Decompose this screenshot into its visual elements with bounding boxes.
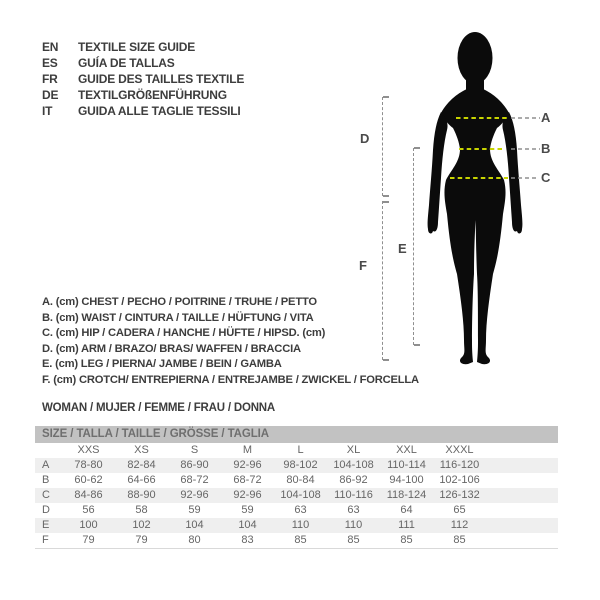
filler-cell	[486, 443, 558, 458]
measure-label-chest: A	[541, 110, 551, 125]
table-cell: 84-86	[74, 489, 103, 501]
table-cell: 92-96	[180, 489, 209, 501]
corner-cell	[35, 443, 62, 458]
measure-label-waist: B	[541, 141, 551, 156]
table-cell: 60-62	[74, 474, 103, 486]
table-row-hip	[35, 488, 558, 503]
table-cell: 78-80	[74, 459, 103, 471]
table-row-chest	[35, 458, 558, 473]
col-header: M	[242, 444, 253, 456]
col-header: S	[190, 444, 199, 456]
arm-line-top-tick	[383, 96, 389, 98]
lang-code: EN	[42, 40, 59, 54]
table-cell: 104	[238, 519, 257, 531]
table-cell: 68-72	[233, 474, 262, 486]
lang-title: TEXTILE SIZE GUIDE	[78, 40, 196, 54]
crotch-line-top-tick	[383, 201, 389, 203]
filler-cell	[486, 473, 558, 488]
legend-item-chest: A. (cm) CHEST / PECHO / POITRINE / TRUHE / PETTO	[42, 296, 317, 308]
table-cell: 64	[400, 504, 413, 516]
lang-row-es	[42, 55, 244, 71]
table-cell: 111	[398, 519, 415, 531]
col-header: XS	[134, 444, 149, 456]
lang-row-en	[42, 39, 244, 55]
table-cell: 85	[400, 534, 413, 546]
table-row-crotch	[35, 533, 558, 549]
filler-cell	[486, 533, 558, 548]
legend-item-crotch: F. (cm) CROTCH/ ENTREPIERNA / ENTREJAMBE / ZWICKEL / FORCELLA	[42, 373, 419, 386]
arm-line-bottom-tick	[383, 195, 389, 197]
lang-code: ES	[42, 56, 58, 70]
lang-code: FR	[42, 72, 58, 86]
filler-cell	[486, 488, 558, 503]
lang-title: TEXTILGRÖßENFÜHRUNG	[78, 88, 227, 102]
lang-title: GUIDE DES TAILLES TEXTILE	[78, 72, 245, 86]
table-cell: 116-120	[439, 459, 480, 471]
table-cell: 92-96	[233, 459, 262, 471]
measure-label-leg: E	[398, 241, 407, 256]
table-cell: 80	[188, 534, 201, 546]
table-cell: 110-116	[334, 489, 373, 501]
legend-item-arm: D. (cm) ARM / BRAZO/ BRAS/ WAFFEN / BRACCIA	[42, 342, 301, 355]
table-cell: 126-132	[439, 489, 480, 501]
table-cell: 104-108	[280, 489, 321, 501]
table-cell: 79	[82, 534, 95, 546]
table-cell: 102	[132, 519, 151, 531]
table-cell: 58	[135, 504, 148, 516]
category-woman-line: WOMAN / MUJER / FEMME / FRAU / DONNA	[42, 402, 276, 414]
table-cell: 104-108	[333, 459, 374, 471]
lang-row-de	[42, 87, 244, 103]
lang-title: GUÍA DE TALLAS	[78, 56, 175, 70]
measure-label-arm: D	[360, 131, 370, 146]
measure-label-hip: C	[541, 170, 551, 185]
silhouette-shapes	[428, 32, 523, 364]
col-header: XXXL	[445, 444, 474, 456]
table-cell: 88-90	[127, 489, 156, 501]
table-cell: 104	[185, 519, 204, 531]
leg-line-top-tick	[414, 147, 420, 149]
lang-code: DE	[42, 88, 59, 102]
table-cell: 94-100	[389, 474, 424, 486]
size-table	[35, 426, 558, 549]
lang-row-fr	[42, 71, 244, 87]
table-cell: 80-84	[286, 474, 315, 486]
row-label: C	[42, 489, 50, 501]
table-cell: 63	[294, 504, 307, 516]
measurement-legend	[42, 295, 419, 388]
table-cell: 100	[79, 519, 98, 531]
table-cell: 82-84	[127, 459, 156, 471]
table-cell: 110	[344, 519, 363, 531]
table-row-leg	[35, 518, 558, 533]
table-cell: 59	[241, 504, 254, 516]
table-cell: 85	[294, 534, 307, 546]
language-title-list	[42, 39, 244, 119]
lang-code: IT	[42, 104, 53, 118]
left-arm-shape	[428, 112, 448, 233]
filler-cell	[486, 503, 558, 518]
size-column-header-row	[35, 443, 558, 458]
right-arm-shape	[502, 112, 522, 233]
row-label: A	[42, 459, 50, 471]
table-cell: 86-92	[339, 474, 368, 486]
legend-item-hip: C. (cm) HIP / CADERA / HANCHE / HÜFTE / HIPSD. (cm)	[42, 327, 326, 339]
lang-title: GUIDA ALLE TAGLIE TESSILI	[78, 104, 241, 118]
row-label: F	[42, 534, 49, 546]
table-cell: 79	[135, 534, 148, 546]
table-cell: 112	[450, 519, 469, 531]
measure-label-crotch: F	[359, 258, 367, 273]
row-label: B	[42, 474, 50, 486]
table-cell: 68-72	[180, 474, 209, 486]
table-cell: 110-114	[387, 459, 426, 471]
col-header: XXL	[396, 444, 417, 456]
table-cell: 86-90	[180, 459, 209, 471]
row-label: D	[42, 504, 50, 516]
table-cell: 85	[453, 534, 466, 546]
table-cell: 98-102	[283, 459, 318, 471]
table-cell: 56	[82, 504, 95, 516]
table-row-arm	[35, 503, 558, 518]
table-cell: 83	[241, 534, 254, 546]
col-header: L	[297, 444, 304, 456]
filler-cell	[486, 458, 558, 473]
row-label: E	[42, 519, 50, 531]
filler-cell	[486, 518, 558, 533]
arm-measure-line	[382, 97, 383, 196]
col-header: XXS	[77, 444, 100, 456]
table-cell: 85	[347, 534, 360, 546]
size-table-header-band: SIZE / TALLA / TAILLE / GRÖSSE / TAGLIA	[35, 426, 558, 443]
table-cell: 118-124	[386, 489, 427, 501]
table-cell: 64-66	[127, 474, 156, 486]
table-cell: 63	[347, 504, 360, 516]
table-cell: 110	[291, 519, 310, 531]
legend-item-waist: B. (cm) WAIST / CINTURA / TAILLE / HÜFTUNG / VITA	[42, 311, 314, 324]
table-cell: 59	[188, 504, 201, 516]
col-header: XL	[346, 444, 361, 456]
table-cell: 102-106	[439, 474, 480, 486]
torso-legs-shape	[441, 89, 509, 364]
legend-item-leg: E. (cm) LEG / PIERNA/ JAMBE / BEIN / GAMBA	[42, 358, 282, 370]
lang-row-it	[42, 103, 244, 119]
table-cell: 65	[453, 504, 466, 516]
table-cell: 92-96	[233, 489, 262, 501]
table-row-waist	[35, 473, 558, 488]
